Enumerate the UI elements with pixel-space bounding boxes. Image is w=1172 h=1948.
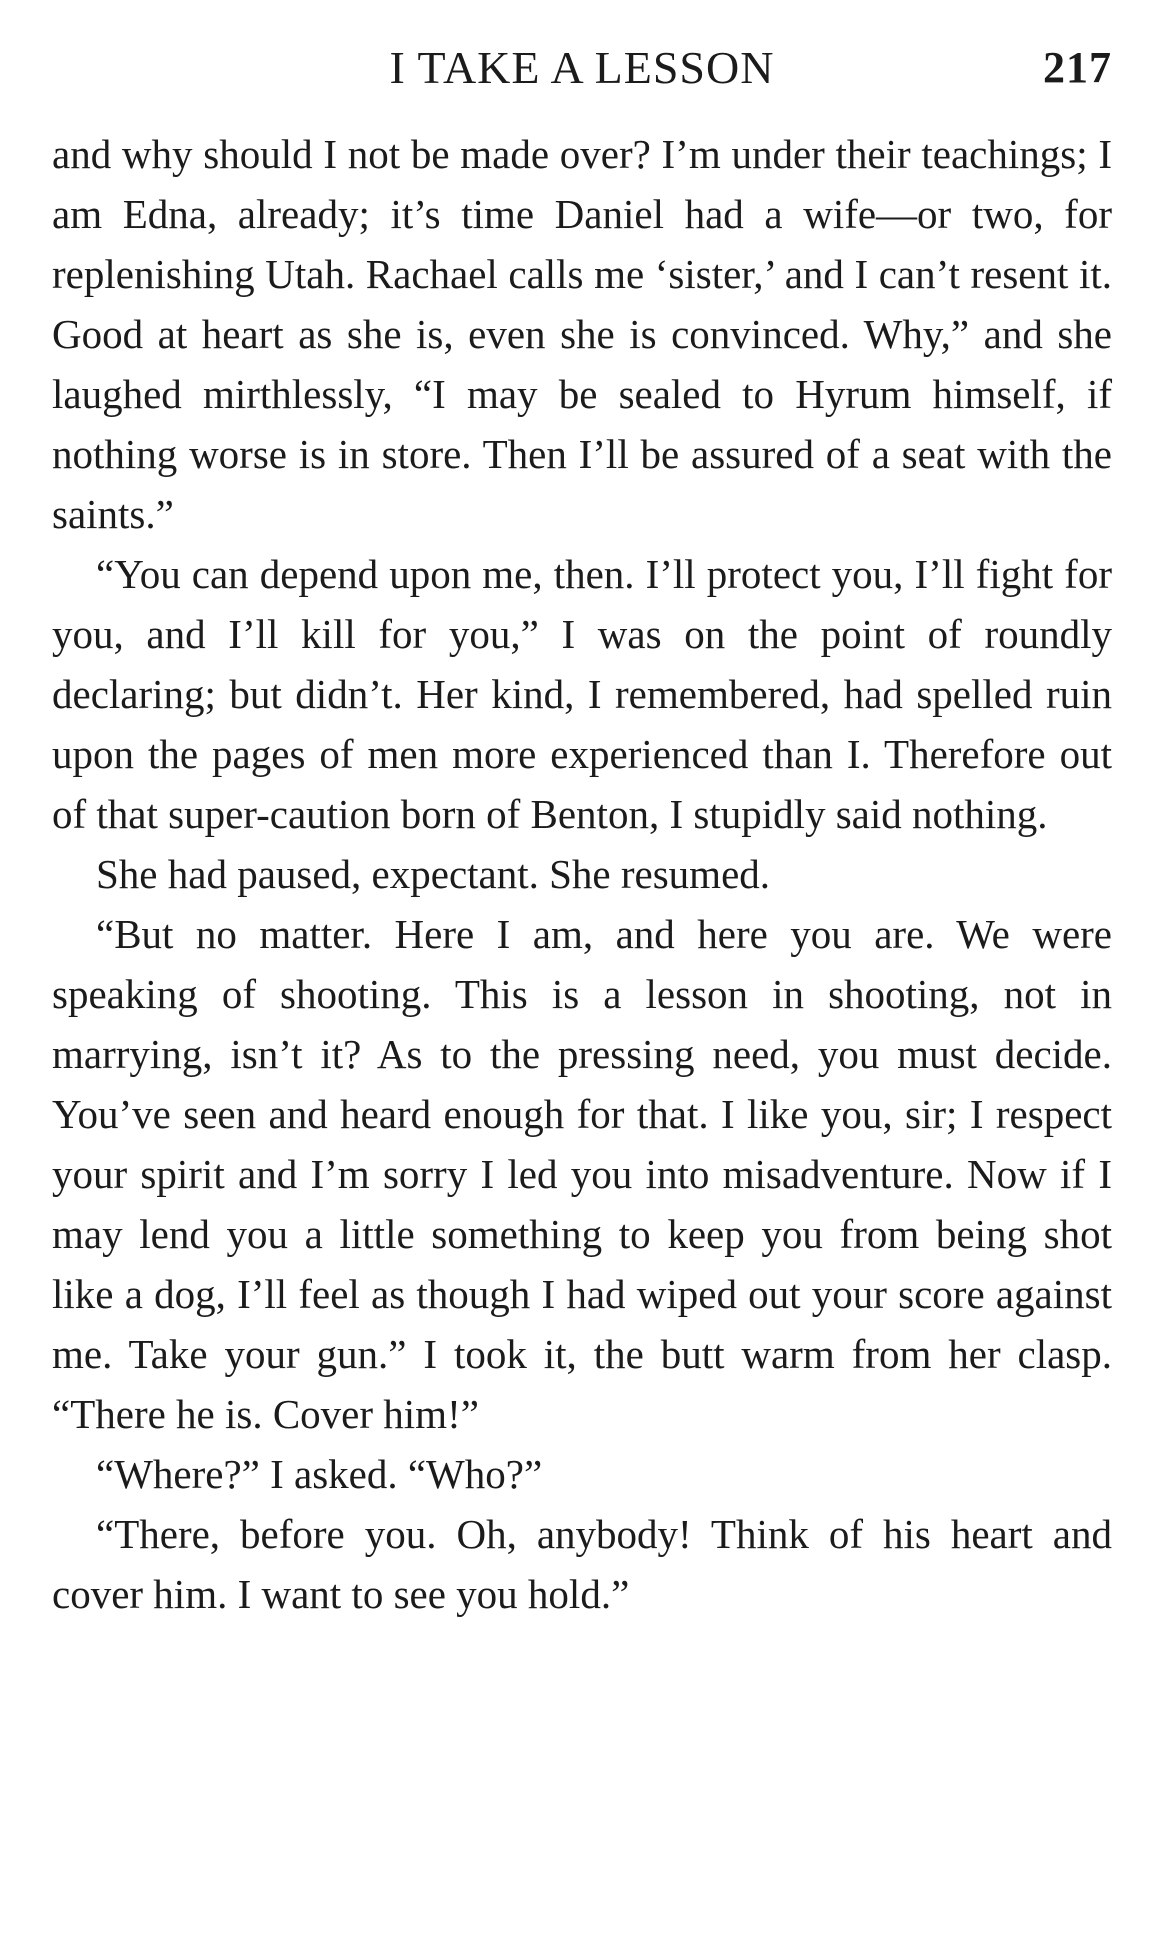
chapter-title: I TAKE A LESSON bbox=[389, 42, 775, 93]
paragraph: “There, before you. Oh, anybody! Think of his heart and cover him. I want to see you hold.” bbox=[52, 1511, 1112, 1617]
paragraph: and why should I not be made over? I’m under their teachings; I am Edna, already; it’s time Daniel had a wife—or two, for replenishing Utah. Rachael calls me ‘sister,’ and I can’t resent it. Good at heart as she is, even she is convinced. Why,” and she laughed mirthlessly, “I may be sealed to Hyrum himself, if nothing worse is in store. Then I’ll be assured of a seat with the saints.” bbox=[52, 131, 1112, 537]
paragraph: “Where?” I asked. “Who?” bbox=[96, 1451, 543, 1497]
running-head bbox=[52, 38, 1112, 98]
paragraph: “You can depend upon me, then. I’ll protect you, I’ll fight for you, and I’ll kill for you,” I was on the point of roundly declaring; but didn’t. Her kind, I remembered, had spelled ruin upon the pages of men more experienced than I. Therefore out of that super-caution born of Benton, I stupidly said nothing. bbox=[52, 551, 1112, 837]
body-text bbox=[52, 124, 1112, 1624]
paragraph: “But no matter. Here I am, and here you are. We were speaking of shooting. This is a lesson in shooting, not in marrying, isn’t it? As to the pressing need, you must decide. You’ve seen and heard enough for that. I like you, sir; I respect your spirit and I’m sorry I led you into misadventure. Now if I may lend you a little something to keep you from being shot like a dog, I’ll feel as though I had wiped out your score against me. Take your gun.” I took it, the butt warm from her clasp. “There he is. Cover him!” bbox=[52, 911, 1112, 1437]
page-number: 217 bbox=[1043, 43, 1112, 92]
paragraph: She had paused, expectant. She resumed. bbox=[96, 851, 771, 897]
